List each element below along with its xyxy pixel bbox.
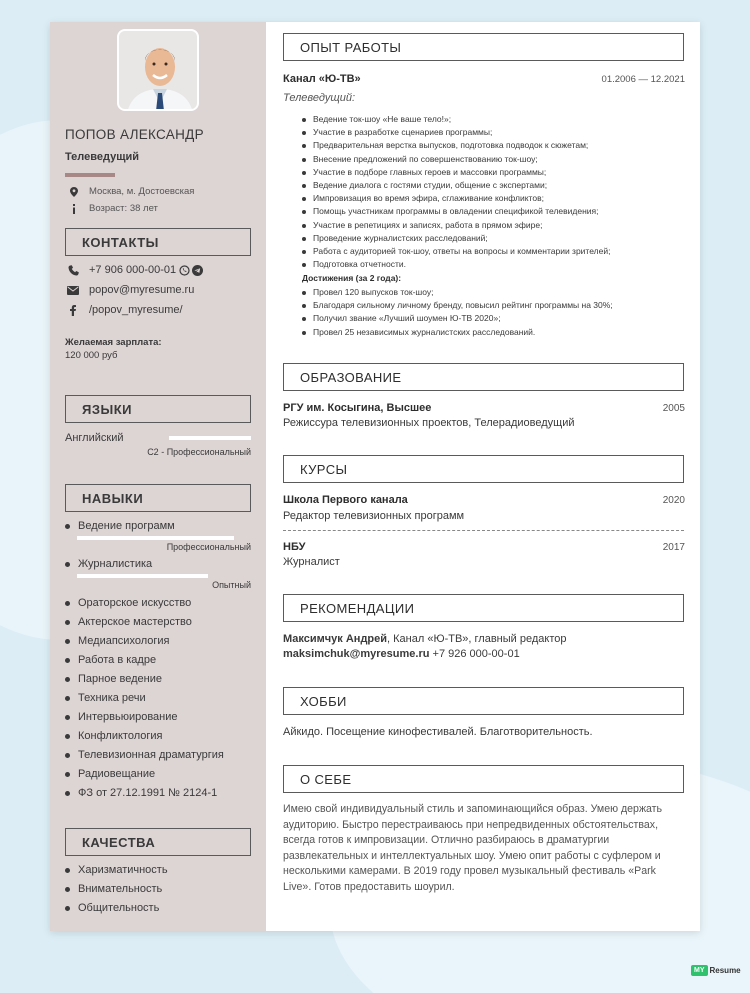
bullet-icon: [65, 601, 70, 606]
achievements-list: [302, 286, 613, 339]
recommendation-email[interactable]: maksimchuk@myresume.ru: [283, 648, 430, 660]
phone-row[interactable]: [65, 264, 203, 276]
skill-name: Интервьюирование: [78, 711, 178, 723]
experience-heading: ОПЫТ РАБОТЫ: [283, 33, 684, 61]
duty-item: Помощь участникам программы в овладении спецификой телевидения;: [302, 205, 610, 218]
skill-item: [65, 692, 146, 704]
job-position: Телеведущий:: [283, 92, 356, 104]
facebook-text: /popov_myresume/: [89, 304, 183, 316]
skill-name: Телевизионная драматургия: [78, 749, 224, 761]
brand-logo: [691, 965, 741, 976]
whatsapp-icon[interactable]: [179, 265, 190, 276]
location-pin-icon: [65, 187, 83, 197]
envelope-icon: [65, 286, 81, 295]
recommendation-phone[interactable]: +7 926 000-00-01: [429, 648, 520, 660]
quality-item: [65, 864, 168, 876]
bullet-icon: [65, 753, 70, 758]
bullet-icon: [65, 677, 70, 682]
skill-level-bar: [77, 536, 234, 540]
recommendation-name: Максимчук Андрей: [283, 633, 388, 645]
achievement-item: Благодаря сильному личному бренду, повысил рейтинг программы на 30%;: [302, 299, 613, 312]
bullet-icon: [65, 562, 70, 567]
skill-name: Работа в кадре: [78, 654, 157, 666]
salary-value: 120 000 руб: [65, 350, 118, 361]
education-specialty: Режиссура телевизионных проектов, Телерадиоведущий: [283, 417, 575, 429]
languages-heading: ЯЗЫКИ: [65, 395, 251, 423]
achievement-item: Провел 120 выпусков ток-шоу;: [302, 286, 613, 299]
role-accent-bar: [65, 173, 115, 177]
avatar: [117, 29, 199, 111]
company-name: Канал «Ю-ТВ»: [283, 73, 361, 85]
language-level-bar: [169, 436, 251, 440]
course-year: 2020: [662, 495, 685, 506]
bullet-icon: [65, 791, 70, 796]
course-detail: Редактор телевизионных программ: [283, 510, 465, 522]
bullet-icon: [65, 887, 70, 892]
course-name: Школа Первого канала: [283, 494, 408, 506]
duty-item: Ведение ток-шоу «Не ваше тело!»;: [302, 113, 610, 126]
bullet-icon: [65, 658, 70, 663]
duties-list: [302, 113, 610, 271]
skill-level-bar: [77, 574, 208, 578]
recommendation-position: , Канал «Ю-ТВ», главный редактор: [387, 633, 567, 645]
bullet-icon: [65, 696, 70, 701]
resume-page: [50, 22, 700, 931]
skill-name: Ведение программ: [78, 520, 175, 532]
skill-name: Техника речи: [78, 692, 146, 704]
skill-name: Журналистика: [78, 558, 153, 570]
skill-item: [65, 711, 178, 723]
salary-label: Желаемая зарплата:: [65, 337, 162, 348]
duty-item: Ведение диалога с гостями студии, общение с экспертами;: [302, 179, 610, 192]
duty-item: Работа с аудиторией ток-шоу, ответы на вопросы и комментарии зрителей;: [302, 245, 610, 258]
duty-item: Проведение журналистских расследований;: [302, 232, 610, 245]
email-text: popov@myresume.ru: [89, 284, 195, 296]
skill-name: Парное ведение: [78, 673, 162, 685]
duty-item: Импровизация во время эфира, сглаживание конфликтов;: [302, 192, 610, 205]
info-icon: [65, 204, 83, 214]
skill-item: [65, 558, 152, 570]
skill-name: Радиовещание: [78, 768, 156, 780]
courses-heading: КУРСЫ: [283, 455, 684, 483]
bullet-icon: [65, 734, 70, 739]
skill-name: Конфликтология: [78, 730, 163, 742]
language-level: C2 - Профессиональный: [147, 447, 251, 457]
hobby-heading: ХОББИ: [283, 687, 684, 715]
skills-heading: НАВЫКИ: [65, 484, 251, 512]
course-divider: [283, 530, 684, 531]
brand-name: Resume: [709, 966, 741, 975]
bullet-icon: [65, 620, 70, 625]
skill-item: [65, 520, 175, 532]
skill-item: [65, 730, 162, 742]
language-name: Английский: [65, 432, 124, 444]
hobby-text: Айкидо. Посещение кинофестивалей. Благотворительность.: [283, 726, 593, 738]
recommendation-contact-row: [283, 648, 520, 660]
recommendation-person-row: [283, 633, 566, 645]
phone-icon: [65, 265, 81, 276]
skill-level: Опытный: [212, 580, 251, 590]
quality-item: [65, 883, 162, 895]
quality-item: [65, 902, 159, 914]
skill-item: [65, 787, 217, 799]
course-detail: Журналист: [283, 556, 340, 568]
course-year: 2017: [662, 542, 685, 553]
education-heading: ОБРАЗОВАНИЕ: [283, 363, 684, 391]
facebook-row[interactable]: [65, 304, 183, 316]
about-heading: О СЕБЕ: [283, 765, 684, 793]
education-year: 2005: [662, 403, 685, 414]
full-name: ПОПОВ АЛЕКСАНДР: [65, 127, 204, 142]
bullet-icon: [65, 772, 70, 777]
job-dates: 01.2006 — 12.2021: [601, 74, 685, 85]
skill-item: [65, 616, 192, 628]
bullet-icon: [65, 906, 70, 911]
location-text: Москва, м. Достоевская: [89, 186, 195, 197]
contacts-heading: КОНТАКТЫ: [65, 228, 251, 256]
location-row: [65, 186, 194, 197]
skill-name: ФЗ от 27.12.1991 № 2124-1: [78, 787, 218, 799]
education-school: РГУ им. Косыгина, Высшее: [283, 402, 432, 414]
quality-name: Общительность: [78, 902, 160, 914]
skill-name: Ораторское искусство: [78, 597, 192, 609]
phone-text: +7 906 000-00-01: [89, 264, 177, 276]
email-row[interactable]: [65, 284, 194, 296]
skill-item: [65, 673, 162, 685]
skill-item: [65, 597, 191, 609]
telegram-icon[interactable]: [192, 265, 203, 276]
achievement-item: Провел 25 независимых журналистских расследований.: [302, 326, 613, 339]
skill-item: [65, 749, 224, 761]
recommendations-heading: РЕКОМЕНДАЦИИ: [283, 594, 684, 622]
age-row: [65, 203, 158, 214]
duty-item: Предварительная верстка выпусков, подготовка подводок к сюжетам;: [302, 139, 610, 152]
duty-item: Участие в репетициях и записях, работа в прямом эфире;: [302, 219, 610, 232]
skill-item: [65, 768, 155, 780]
age-text: Возраст: 38 лет: [89, 203, 158, 214]
duty-item: Участие в подборе главных героев и массовки программы;: [302, 166, 610, 179]
sidebar: [50, 22, 266, 931]
duty-item: Подготовка отчетности.: [302, 258, 610, 271]
duty-item: Участие в разработке сценариев программы;: [302, 126, 610, 139]
qualities-heading: КАЧЕСТВА: [65, 828, 251, 856]
achievements-title: Достижения (за 2 года):: [302, 273, 402, 283]
facebook-icon: [65, 305, 81, 316]
achievement-item: Получил звание «Лучший шоумен Ю-ТВ 2020»;: [302, 312, 613, 325]
job-role: Телеведущий: [65, 151, 140, 163]
main-content: [266, 22, 700, 931]
course-name: НБУ: [283, 541, 306, 553]
bullet-icon: [65, 868, 70, 873]
skill-item: [65, 635, 169, 647]
bullet-icon: [65, 715, 70, 720]
bullet-icon: [65, 524, 70, 529]
quality-name: Харизматичность: [78, 864, 168, 876]
brand-badge: MY: [691, 965, 708, 976]
skill-level: Профессиональный: [166, 542, 251, 552]
duty-item: Внесение предложений по совершенствованию ток-шоу;: [302, 153, 610, 166]
skill-item: [65, 654, 156, 666]
about-text: Имею свой индивидуальный стиль и запоминающийся образ. Умею держать аудиторию. Быстро перестраиваюсь при непредвиденных обстоятельствах, всегда готов к импровизации. Отлично разбираюсь в драматургии развлекательных и интеллектуальных шоу. Умею опит работы с суфлером и несколькими камерами. В 2019 году провел музыкальный фестиваль «Park Live». Готов предоставить шоурил.: [283, 803, 663, 893]
quality-name: Внимательность: [78, 883, 163, 895]
skill-name: Медиапсихология: [78, 635, 170, 647]
skill-name: Актерское мастерство: [78, 616, 192, 628]
bullet-icon: [65, 639, 70, 644]
